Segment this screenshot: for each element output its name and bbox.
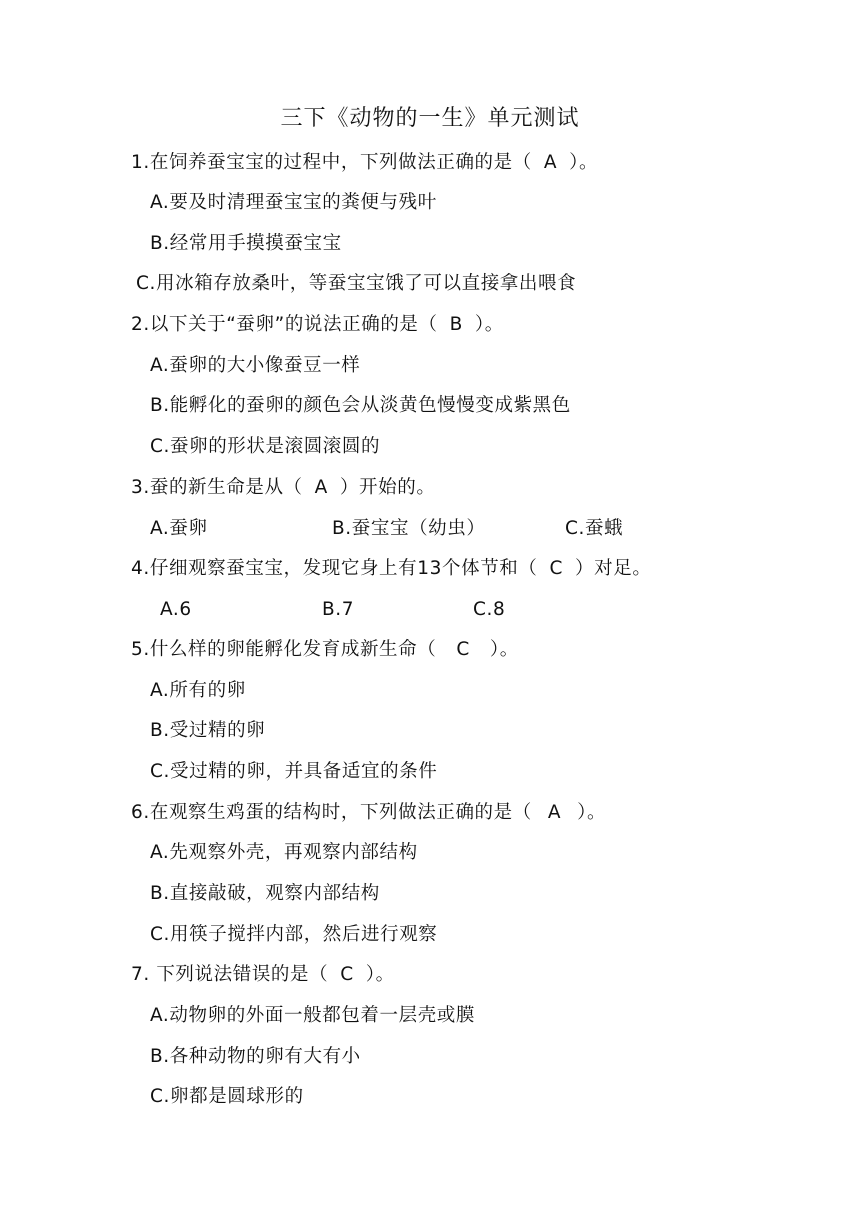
option-b: B.能孵化的蚕卵的颜色会从淡黄色慢慢变成紫黑色	[150, 395, 571, 416]
question-stem-end: ）。	[365, 964, 395, 985]
question-2	[131, 312, 504, 338]
question-stem-end: ）对足。	[575, 558, 652, 579]
question-stem-end: ）开始的。	[339, 477, 436, 498]
answer: C	[549, 558, 564, 579]
question-stem-end: ）。	[489, 639, 519, 660]
option-a: A.先观察外壳，再观察内部结构	[150, 842, 418, 863]
option-c: C.卵都是圆球形的	[150, 1086, 304, 1107]
answer: C	[456, 639, 470, 660]
option-b: B.受过精的卵	[150, 720, 266, 741]
question-stem-end: ）。	[474, 314, 504, 335]
question-stem: 6.在观察生鸡蛋的结构时，下列做法正确的是（	[131, 802, 532, 823]
answer: B	[449, 314, 463, 335]
question-stem: 2.以下关于“蚕卵”的说法正确的是（	[131, 314, 438, 335]
option-a: A.所有的卵	[150, 680, 246, 701]
option-b: B.直接敲破，观察内部结构	[150, 883, 380, 904]
option-c: C.受过精的卵，并具备适宜的条件	[150, 761, 438, 782]
option-c: C.用冰箱存放桑叶，等蚕宝宝饿了可以直接拿出喂食	[136, 273, 577, 294]
question-stem-end: ）。	[577, 802, 607, 823]
option-a: A.要及时清理蚕宝宝的粪便与残叶	[150, 192, 437, 213]
question-stem: 7. 下列说法错误的是（	[131, 964, 329, 985]
option-b: B.蚕宝宝（幼虫）	[332, 518, 486, 539]
answer: A	[547, 802, 562, 823]
option-a: A.动物卵的外面一般都包着一层壳或膜	[150, 1005, 476, 1026]
answer: A	[543, 152, 558, 173]
question-stem: 5.什么样的卵能孵化发育成新生命（	[131, 639, 437, 660]
page-title: 三下《动物的一生》单元测试	[280, 106, 580, 131]
answer: C	[340, 964, 354, 985]
question-4	[131, 556, 651, 582]
option-b: B.7	[322, 599, 355, 620]
question-6	[131, 800, 606, 826]
option-a: A.蚕卵	[150, 518, 208, 539]
option-c: C.蚕蛾	[565, 518, 624, 539]
question-stem: 4.仔细观察蚕宝宝，发现它身上有13个体节和（	[131, 558, 538, 579]
question-5	[131, 637, 519, 663]
question-stem-end: ）。	[569, 152, 599, 173]
question-1	[131, 150, 598, 176]
question-stem: 3.蚕的新生命是从（	[131, 477, 303, 498]
option-a: A.6	[160, 599, 192, 620]
question-3	[131, 475, 435, 501]
option-b: B.各种动物的卵有大有小	[150, 1046, 361, 1067]
question-stem: 1.在饲养蚕宝宝的过程中，下列做法正确的是（	[131, 152, 532, 173]
option-c: C.8	[473, 599, 506, 620]
option-b: B.经常用手摸摸蚕宝宝	[150, 233, 342, 254]
question-7	[131, 962, 395, 988]
answer: A	[314, 477, 328, 498]
option-a: A.蚕卵的大小像蚕豆一样	[150, 355, 361, 376]
option-c: C.用筷子搅拌内部，然后进行观察	[150, 924, 438, 945]
option-c: C.蚕卵的形状是滚圆滚圆的	[150, 436, 381, 457]
